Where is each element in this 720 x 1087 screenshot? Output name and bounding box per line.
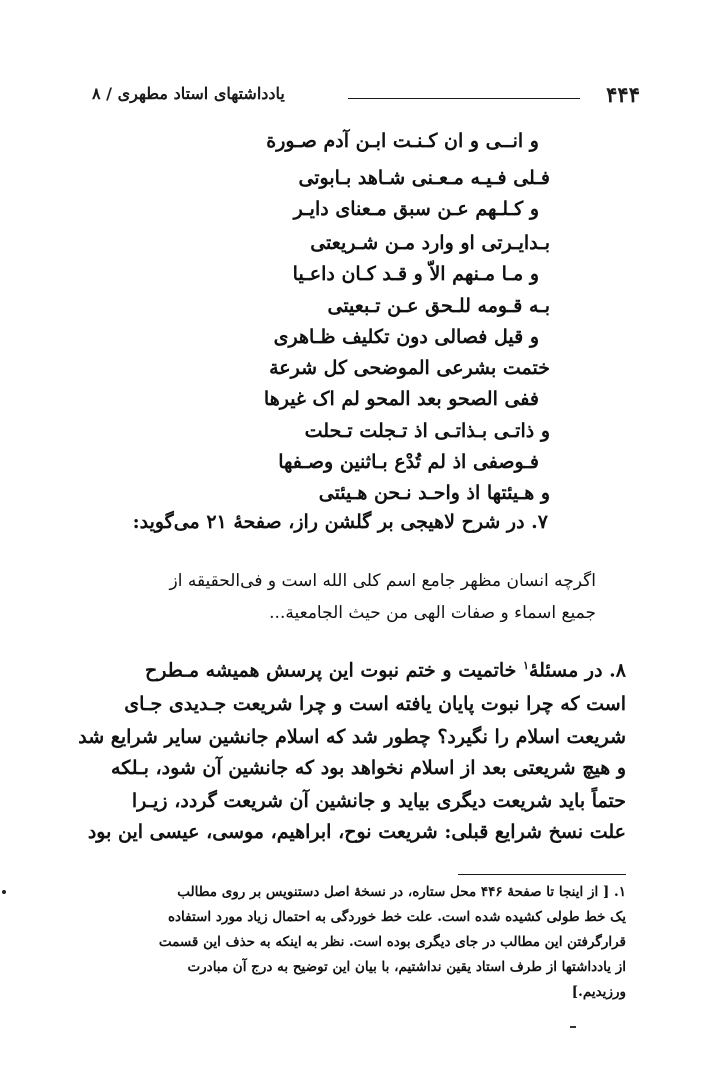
paragraph-line: است که چرا نبوت پایان یافته است و چرا شریعت جـدیدی جـای — [124, 693, 626, 715]
footnote-rule — [458, 874, 626, 875]
item-7-heading: ۷. در شرح لاهیجی بر گلشن راز، صفحهٔ ۲۱ می‌گوید: — [132, 511, 548, 533]
page-number: ۴۴۴ — [606, 82, 640, 107]
page-header — [92, 82, 640, 110]
running-title: یادداشتهای استاد مطهری / ۸ — [92, 84, 285, 103]
poem-line: و انــی و ان کـنـت ابـن آدم صـورة — [266, 130, 539, 152]
footnote-line: قرارگرفتن این مطالب در جای دیگری بوده است. نظر به اینکه به حذف این قسمت — [158, 934, 626, 950]
poem-line: و قیل فصالی دون تکلیف ظـاهری — [273, 326, 539, 348]
footnote-line: ۱. [ از اینجا تا صفحهٔ ۴۴۶ محل ستاره، در نسخهٔ اصل دستنویس بر روی مطالب — [177, 884, 626, 900]
footnote-line: یک خط طولی کشیده شده است. علت خط خوردگی به احتمال زیاد مورد استفاده — [167, 909, 626, 925]
paragraph-line: شریعت اسلام را نگیرد؟ چطور شد که اسلام جانشین سایر شرایع شد — [78, 726, 626, 748]
poem-line: و مـا مـنهم الاّ و قـد کـان داعـیا — [292, 263, 539, 285]
paragraph-line — [145, 659, 626, 681]
paragraph-line: علت نسخ شرایع قبلی: شریعت نوح، ابراهیم، موسی، عیسی این بود — [87, 821, 626, 843]
poem-line: بـدایـرتی او وارد مـن شـریعتی — [310, 232, 550, 254]
poem-line: فـلی فـیـه مـعـنی شـاهد بـابوتی — [298, 167, 550, 189]
footnote-ref[interactable]: ۱ — [523, 659, 529, 672]
paragraph-text: ۸. در مسئلهٔ — [528, 659, 626, 682]
quote-line: اگرچه انسان مظهر جامع اسم کلی الله است و فی‌الحقیقه از — [169, 571, 596, 591]
scan-speck — [2, 890, 6, 894]
poem-line: بـه قـومه للـحق عـن تـبعیتی — [327, 295, 550, 317]
paragraph-text: خاتمیت و ختم نبوت این پرسش همیشه مـطرح — [144, 659, 524, 682]
poem-line: ففی الصحو بعد المحو لم اک غیرها — [263, 388, 539, 410]
footnote-line: ورزیدیم.] — [571, 984, 626, 1000]
scan-mark — [570, 1026, 576, 1028]
poem-line: و هـیئتها اذ واحـد نـحن هـیئتی — [318, 482, 550, 504]
poem-line: ختمت بشرعی الموضحی کل شرعة — [269, 357, 550, 379]
paragraph-line: حتماً باید شریعت دیگری بیاید و جانشین آن شریعت گردد، زیـرا — [131, 790, 626, 812]
poem-line: فـوصفی اذ لم تُدْع بـاثنین وصـفها — [278, 451, 539, 473]
footnote-line: از یادداشتها از طرف استاد یقین نداشتیم، با بیان این توضیح به درج آن مبادرت — [187, 959, 626, 975]
paragraph-line: و هیچ شریعتی بعد از اسلام نخواهد بود که جانشین آن شود، بـلکه — [111, 757, 626, 779]
poem-line: و ذاتـی بـذاتـی اذ تـجلت تـحلت — [304, 420, 550, 442]
poem-line: و کـلـهم عـن سبق مـعنای دایـر — [293, 198, 539, 220]
quote-line: جمیع اسماء و صفات الهی من حیث الجامعیة... — [269, 603, 596, 623]
header-rule — [348, 98, 580, 99]
